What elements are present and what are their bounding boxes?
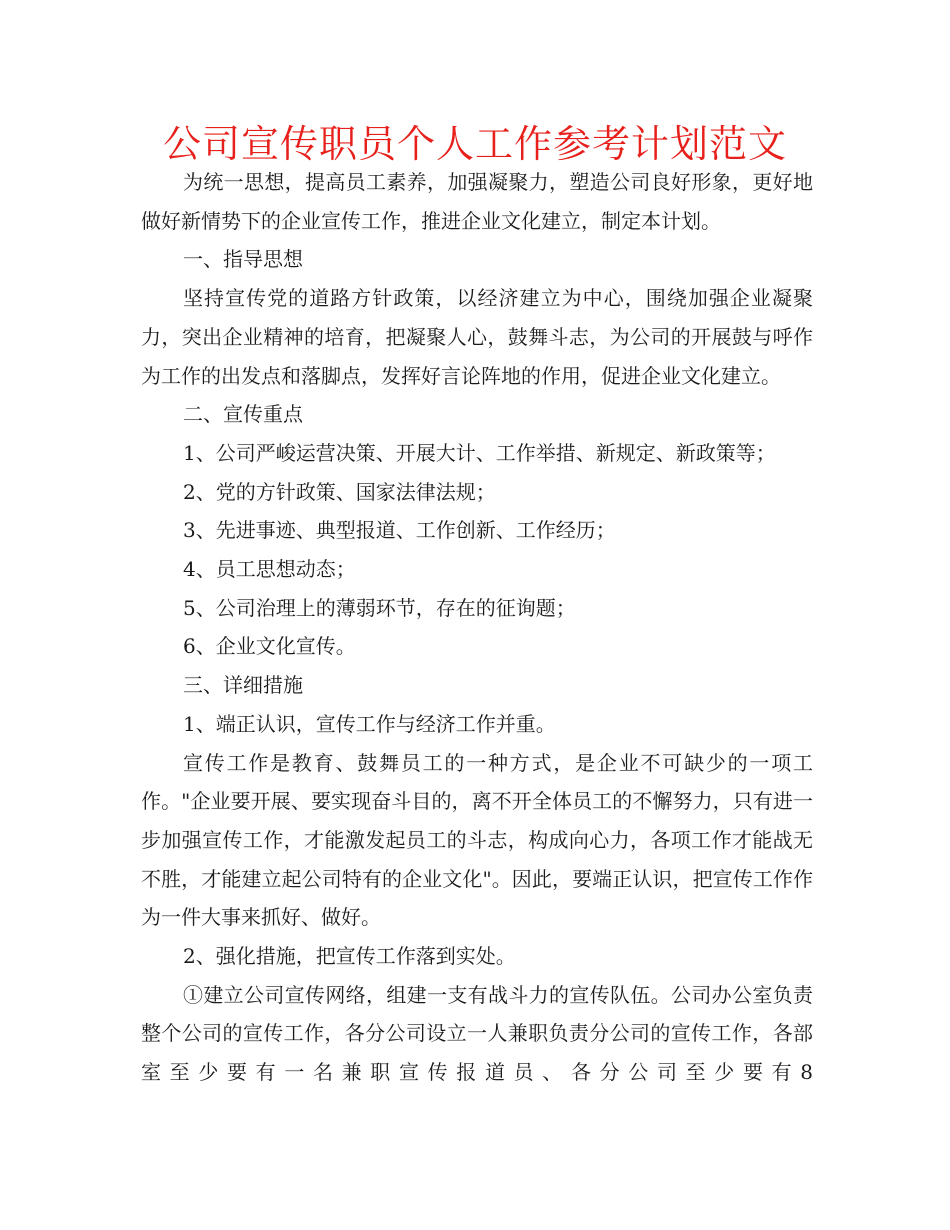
list-item-focus-3: 3、先进事迹、典型报道、工作创新、工作经历； xyxy=(183,518,616,543)
document-title: 公司宣传职员个人工作参考计划范文 xyxy=(162,122,787,166)
paragraph-measure-2-item-1: ①建立公司宣传网络，组建一支有战斗力的宣传队伍。公司办公室负责整个公司的宣传工作，各分公司设立一人兼职负责分公司的宣传工作，各部室至少要有一名兼职宣传报道员、各分公司至少要有8 xyxy=(141,982,813,1085)
paragraph-measure-1: 宣传工作是教育、鼓舞员工的一种方式，是企业不可缺少的一项工作。"企业要开展、要实现奋斗目的，离不开全体员工的不懈努力，只有进一步加强宣传工作，才能激发起员工的斗志，构成向心力，各项工作才能战无不胜，才能建立起公司特有的企业文化"。因此，要端正认识，把宣传工作作为一件大事来抓好、做好。 xyxy=(141,750,813,930)
document-body xyxy=(141,163,813,1092)
list-item-focus-1: 1、公司严峻运营决策、开展大计、工作举措、新规定、新政策等； xyxy=(183,440,776,465)
subheading-measure-2: 2、强化措施，把宣传工作落到实处。 xyxy=(183,944,516,969)
list-item-focus-4: 4、员工思想动态； xyxy=(183,557,356,582)
heading-detailed-measures: 三、详细措施 xyxy=(183,673,303,698)
list-item-focus-6: 6、企业文化宣传。 xyxy=(183,634,356,659)
list-item-focus-5: 5、公司治理上的薄弱环节，存在的征询题； xyxy=(183,595,576,620)
paragraph-intro: 为统一思想，提高员工素养，加强凝聚力，塑造公司良好形象，更好地做好新情势下的企业宣传工作，推进企业文化建立，制定本计划。 xyxy=(141,170,813,233)
heading-guiding-ideology: 一、指导思想 xyxy=(183,247,303,272)
paragraph-guiding-ideology: 坚持宣传党的道路方针政策，以经济建立为中心，围绕加强企业凝聚力，突出企业精神的培育，把凝聚人心，鼓舞斗志，为公司的开展鼓与呼作为工作的出发点和落脚点，发挥好言论阵地的作用，促进企业文化建立。 xyxy=(141,286,813,388)
subheading-measure-1: 1、端正认识，宣传工作与经济工作并重。 xyxy=(183,711,556,736)
list-item-focus-2: 2、党的方针政策、国家法律法规； xyxy=(183,479,496,504)
heading-publicity-focus: 二、宣传重点 xyxy=(183,402,303,427)
